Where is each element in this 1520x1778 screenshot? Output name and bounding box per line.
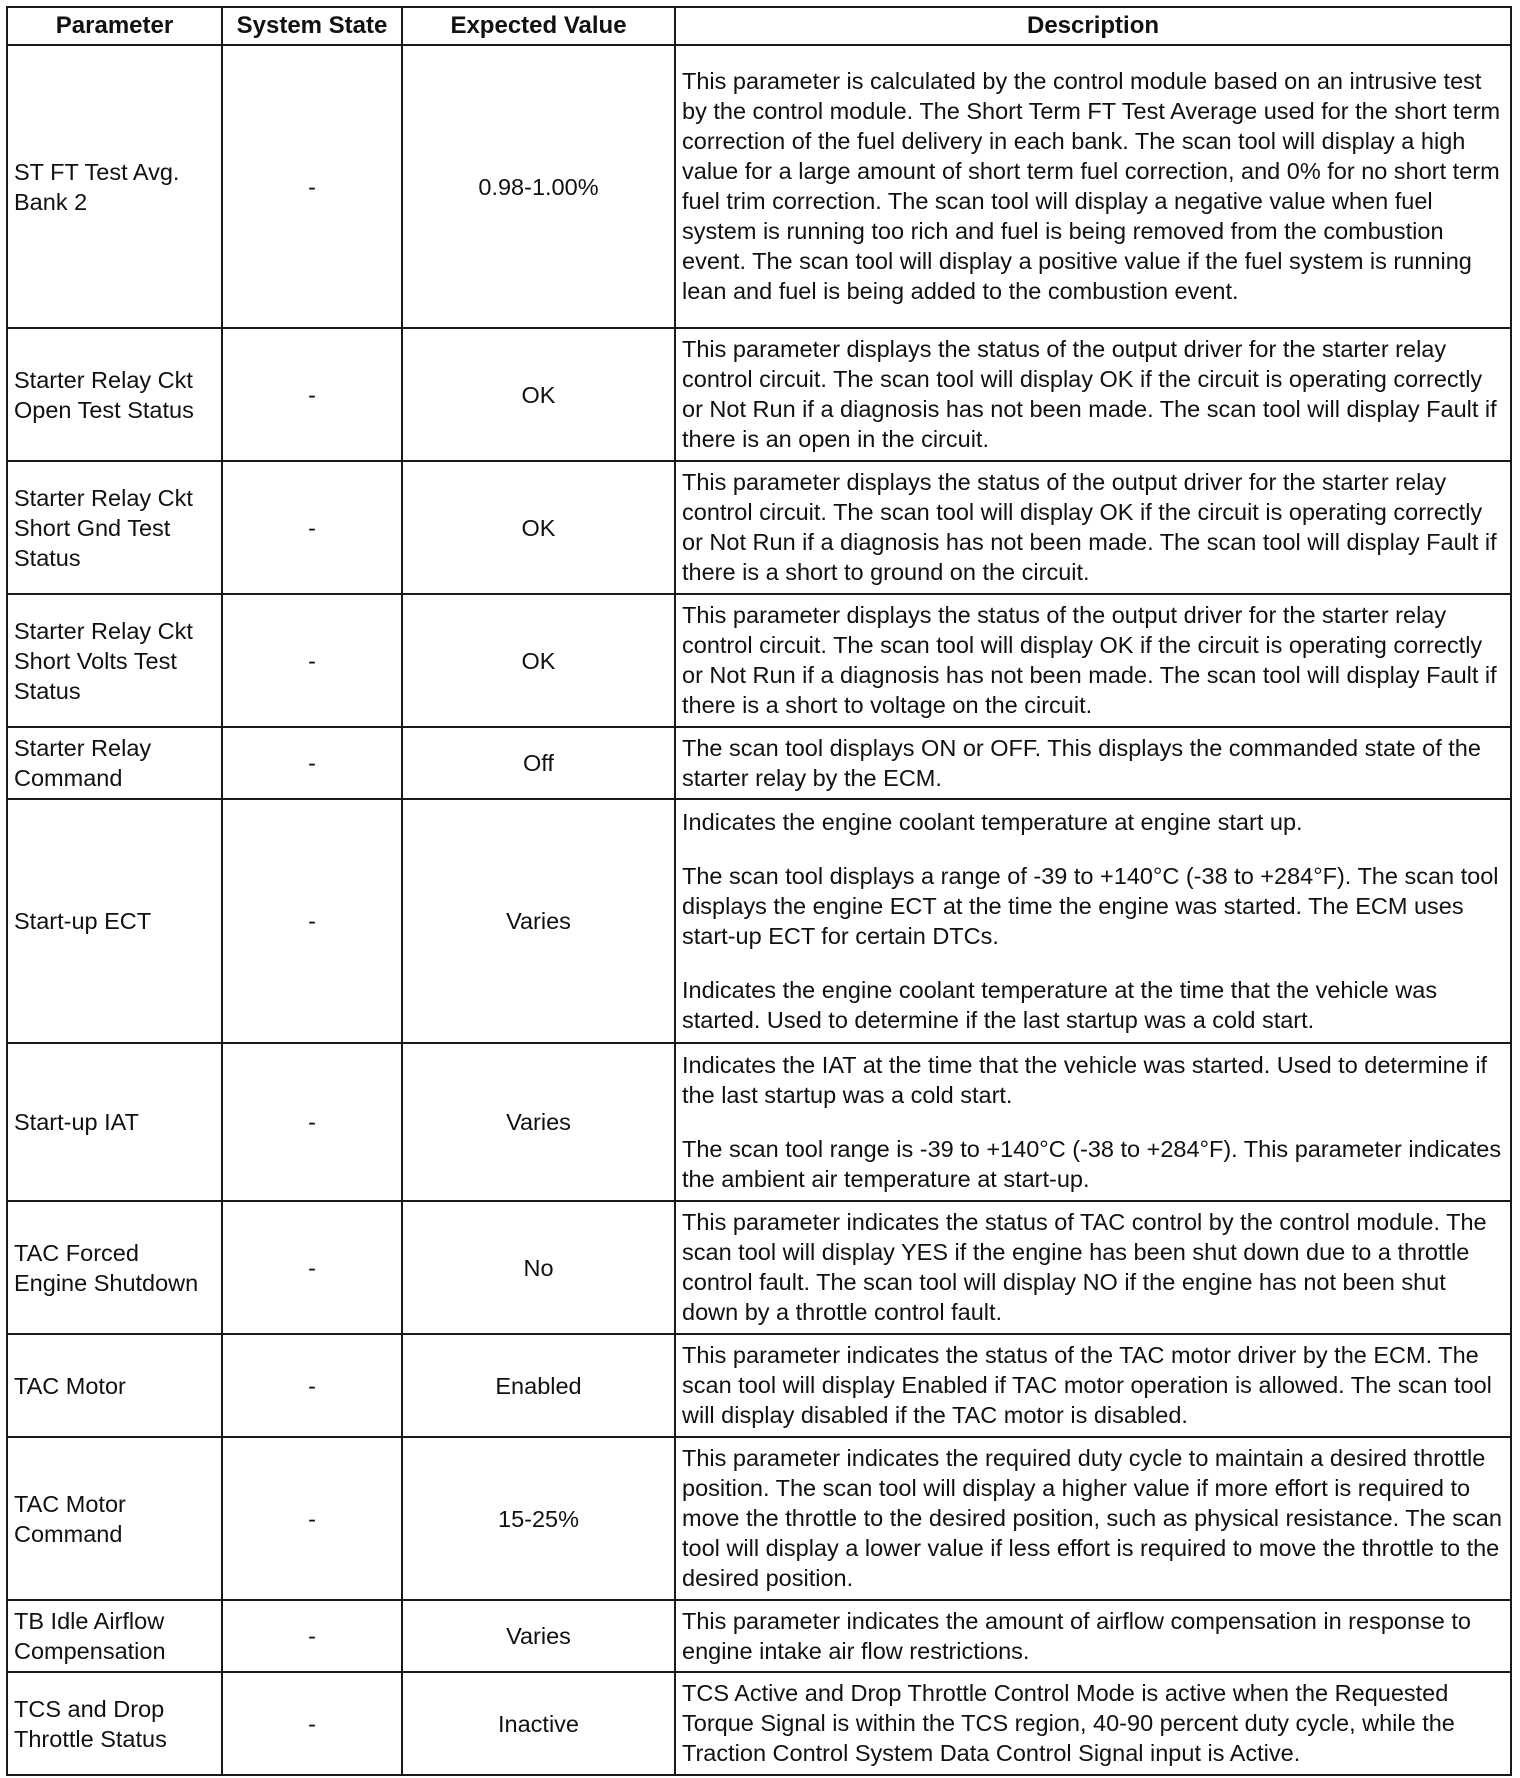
system-state-cell: - xyxy=(222,461,402,594)
description-text: This parameter indicates the status of TAC control by the control module. The scan tool will display YES if the engine has been shut down due to a throttle control fault. The scan tool will display NO if the engine has not been shut down by a throttle control fault. xyxy=(682,1209,1487,1325)
table-row xyxy=(7,1334,1511,1437)
system-state-cell: - xyxy=(222,328,402,461)
system-state-cell: - xyxy=(222,1043,402,1201)
table-row xyxy=(7,594,1511,727)
table-row xyxy=(7,45,1511,328)
system-state-cell: - xyxy=(222,1437,402,1600)
parameter-cell: TAC Motor xyxy=(7,1334,222,1437)
parameter-cell: ST FT Test Avg. Bank 2 xyxy=(7,45,222,328)
system-state-cell: - xyxy=(222,1672,402,1775)
table-row xyxy=(7,799,1511,1043)
parameter-cell: Starter Relay Ckt Short Volts Test Status xyxy=(7,594,222,727)
description-text: The scan tool displays a range of -39 to +140°C (-38 to +284°F). The scan tool displays the engine ECT at the time the engine was started. The ECM uses start-up ECT for certain DTCs. xyxy=(682,862,1499,949)
expected-value-cell: Off xyxy=(402,727,675,799)
table-row xyxy=(7,727,1511,799)
expected-value-cell: OK xyxy=(402,328,675,461)
description-cell xyxy=(675,1201,1511,1334)
parameter-cell: TAC Motor Command xyxy=(7,1437,222,1600)
description-cell xyxy=(675,45,1511,328)
table-row xyxy=(7,1201,1511,1334)
expected-value-cell: 0.98-1.00% xyxy=(402,45,675,328)
parameter-cell: TAC Forced Engine Shutdown xyxy=(7,1201,222,1334)
expected-value-cell: 15-25% xyxy=(402,1437,675,1600)
header-system-state: System State xyxy=(222,7,402,45)
expected-value-cell: Inactive xyxy=(402,1672,675,1775)
table-row xyxy=(7,1600,1511,1672)
parameter-cell: Starter Relay Command xyxy=(7,727,222,799)
description-cell xyxy=(675,1437,1511,1600)
parameter-table xyxy=(6,6,1512,1776)
header-expected-value: Expected Value xyxy=(402,7,675,45)
description-text: This parameter displays the status of the output driver for the starter relay control circuit. The scan tool will display OK if the circuit is operating correctly or Not Run if a diagnosis has not been made. The scan tool will display Fault if there is a short to voltage on the circuit. xyxy=(682,602,1497,718)
description-text: This parameter displays the status of the output driver for the starter relay control circuit. The scan tool will display OK if the circuit is operating correctly or Not Run if a diagnosis has not been made. The scan tool will display Fault if there is a short to ground on the circuit. xyxy=(682,469,1497,585)
description-text: This parameter indicates the amount of airflow compensation in response to engine intake air flow restrictions. xyxy=(682,1607,1471,1664)
parameter-cell: Starter Relay Ckt Open Test Status xyxy=(7,328,222,461)
description-text: This parameter displays the status of the output driver for the starter relay control circuit. The scan tool will display OK if the circuit is operating correctly or Not Run if a diagnosis has not been made. The scan tool will display Fault if there is an open in the circuit. xyxy=(682,336,1497,452)
description-text: This parameter indicates the required duty cycle to maintain a desired throttle position. The scan tool will display a higher value if more effort is required to move the throttle to the desired position, such as physical resistance. The scan tool will display a lower value if less effort is required to move the throttle to the desired position. xyxy=(682,1445,1502,1591)
description-text: This parameter is calculated by the control module based on an intrusive test by the control module. The Short Term FT Test Average used for the short term correction of the fuel delivery in each bank. The scan tool will display a high value for a large amount of short term fuel correction, and 0% for no short term fuel trim correction. The scan tool will display a negative value when fuel system is running too rich and fuel is being removed from the combustion event. The scan tool will display a positive value if the fuel system is running lean and fuel is being added to the combustion event. xyxy=(682,68,1501,304)
parameter-cell: Start-up ECT xyxy=(7,799,222,1043)
description-text: Indicates the IAT at the time that the vehicle was started. Used to determine if the last startup was a cold start. xyxy=(682,1051,1488,1108)
expected-value-cell: OK xyxy=(402,594,675,727)
description-text: The scan tool range is -39 to +140°C (-38 to +284°F). This parameter indicates the ambient air temperature at start-up. xyxy=(682,1135,1502,1192)
expected-value-cell: OK xyxy=(402,461,675,594)
table-row xyxy=(7,328,1511,461)
parameter-cell: Starter Relay Ckt Short Gnd Test Status xyxy=(7,461,222,594)
expected-value-cell: Enabled xyxy=(402,1334,675,1437)
description-cell xyxy=(675,328,1511,461)
system-state-cell: - xyxy=(222,799,402,1043)
table-row xyxy=(7,1043,1511,1201)
parameter-table-container xyxy=(6,6,1510,1776)
expected-value-cell: No xyxy=(402,1201,675,1334)
description-cell xyxy=(675,1043,1511,1201)
header-description: Description xyxy=(675,7,1511,45)
description-text: This parameter indicates the status of the TAC motor driver by the ECM. The scan tool will display Enabled if TAC motor operation is allowed. The scan tool will display disabled if the TAC motor is disabled. xyxy=(682,1342,1492,1428)
expected-value-cell: Varies xyxy=(402,1600,675,1672)
header-parameter: Parameter xyxy=(7,7,222,45)
system-state-cell: - xyxy=(222,1334,402,1437)
expected-value-cell: Varies xyxy=(402,1043,675,1201)
description-cell xyxy=(675,461,1511,594)
description-text: Indicates the engine coolant temperature at the time that the vehicle was started. Used to determine if the last startup was a cold start. xyxy=(682,976,1438,1033)
description-cell xyxy=(675,727,1511,799)
system-state-cell: - xyxy=(222,594,402,727)
system-state-cell: - xyxy=(222,1600,402,1672)
system-state-cell: - xyxy=(222,1201,402,1334)
parameter-cell: TB Idle Airflow Compensation xyxy=(7,1600,222,1672)
header-row xyxy=(7,7,1511,45)
parameter-cell: Start-up IAT xyxy=(7,1043,222,1201)
table-row xyxy=(7,461,1511,594)
parameter-cell: TCS and Drop Throttle Status xyxy=(7,1672,222,1775)
description-text: TCS Active and Drop Throttle Control Mode is active when the Requested Torque Signal is within the TCS region, 40-90 percent duty cycle, while the Traction Control System Data Control Signal input is Active. xyxy=(682,1680,1455,1766)
description-cell xyxy=(675,594,1511,727)
system-state-cell: - xyxy=(222,727,402,799)
system-state-cell: - xyxy=(222,45,402,328)
description-cell xyxy=(675,1600,1511,1672)
expected-value-cell: Varies xyxy=(402,799,675,1043)
table-row xyxy=(7,1672,1511,1775)
table-row xyxy=(7,1437,1511,1600)
description-cell xyxy=(675,1672,1511,1775)
description-cell xyxy=(675,799,1511,1043)
description-text: Indicates the engine coolant temperature at engine start up. xyxy=(682,808,1303,835)
description-cell xyxy=(675,1334,1511,1437)
description-text: The scan tool displays ON or OFF. This displays the commanded state of the starter relay by the ECM. xyxy=(682,734,1481,791)
